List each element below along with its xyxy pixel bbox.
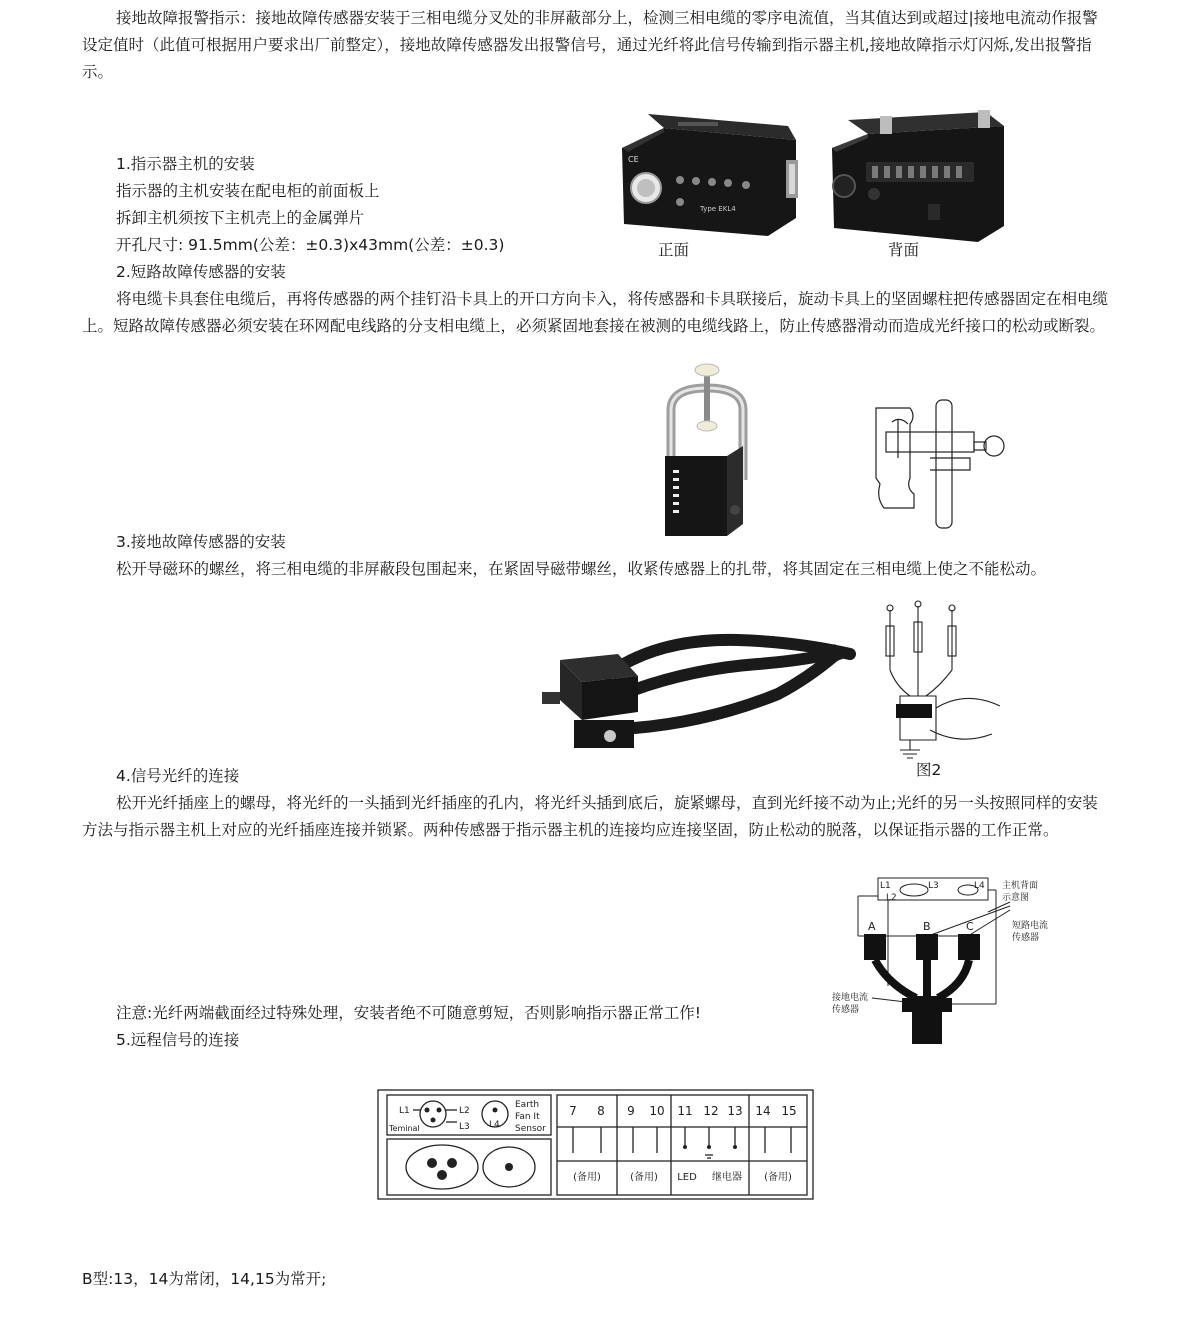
schematic-A: A bbox=[868, 920, 876, 933]
host-front-image bbox=[618, 108, 800, 240]
terminal-led: LED bbox=[677, 1172, 697, 1183]
section4-body: 松开光纤插座上的螺母，将光纤的一头插到光纤插座的孔内，将光纤头插到底后，旋紧螺母，直到光纤接不动为止;光纤的另一头按照同样的安装方法与指示器主机上对应的光纤插座连接并锁紧。两种传感器于指示器主机的连接均应连接坚固，防止松动的脱落，以保证指示器的工作正常。 bbox=[82, 794, 1098, 839]
section1-line3: 开孔尺寸: 91.5mm(公差：±0.3)x43mm(公差：±0.3) bbox=[116, 236, 505, 254]
terminal-spare-3: (备用) bbox=[764, 1172, 792, 1183]
section5-title: 5.远程信号的连接 bbox=[116, 1031, 240, 1049]
terminal-number: 7 bbox=[569, 1104, 577, 1118]
terminal-number: 11 bbox=[677, 1104, 693, 1118]
terminal-spare-1: (备用) bbox=[573, 1172, 601, 1183]
note-text: 注意:光纤两端截面经过特殊处理，安装者绝不可随意剪短，否则影响指示器正常工作! bbox=[116, 1004, 701, 1022]
terminal-L2: L2 bbox=[459, 1106, 470, 1116]
caption-back: 背面 bbox=[888, 241, 920, 259]
terminal-number: 13 bbox=[727, 1104, 743, 1118]
terminal-block-diagram bbox=[377, 1089, 815, 1201]
terminal-L1: L1 bbox=[399, 1106, 410, 1116]
terminal-number: 9 bbox=[627, 1104, 635, 1118]
section3-body: 松开导磁环的螺丝，将三相电缆的非屏蔽段包围起来，在紧固导磁带螺丝，收紧传感器上的扎带，将其固定在三相电缆上使之不能松动。 bbox=[116, 560, 1047, 578]
caption-front: 正面 bbox=[658, 241, 690, 259]
terminal-teminal: Teminal bbox=[389, 1124, 420, 1133]
schematic-host-label-2: 示意图 bbox=[1002, 893, 1030, 903]
short-circuit-sensor-image bbox=[655, 360, 759, 540]
terminal-number: 8 bbox=[597, 1104, 605, 1118]
schematic-C: C bbox=[966, 920, 974, 933]
fig2-installation-drawing bbox=[870, 600, 1010, 765]
schematic-L4: L4 bbox=[974, 881, 985, 891]
schematic-gf-label-2: 传感器 bbox=[832, 1005, 860, 1015]
sensor-line-drawing bbox=[870, 398, 1015, 532]
schematic-sc-label-1: 短路电流 bbox=[1012, 921, 1049, 931]
schematic-gf-label-1: 接地电流 bbox=[832, 993, 869, 1003]
section1-line2: 拆卸主机须按下主机壳上的金属弹片 bbox=[116, 209, 365, 227]
intro-paragraph: 接地故障报警指示：接地故障传感器安装于三相电缆分叉处的非屏蔽部分上，检测三相电缆的零序电流值，当其值达到或超过|接地电流动作报警设定值时（此值可根据用户要求出厂前整定），接地故障传感器发出报警信号，通过光纤将此信号传输到指示器主机,接地故障指示灯闪烁,发出报警指示。 bbox=[82, 9, 1098, 81]
section3-title: 3.接地故障传感器的安装 bbox=[116, 533, 286, 551]
section4-title: 4.信号光纤的连接 bbox=[116, 767, 240, 785]
ce-mark: CE bbox=[628, 155, 639, 164]
terminal-sensor: Sensor bbox=[515, 1124, 546, 1134]
device-type-label: Type EKL4 bbox=[700, 205, 736, 213]
terminal-relay: 继电器 bbox=[712, 1172, 742, 1183]
schematic-B: B bbox=[923, 920, 931, 933]
terminal-number: 12 bbox=[703, 1104, 719, 1118]
fig2-caption: 图2 bbox=[916, 761, 942, 779]
terminal-number: 10 bbox=[649, 1104, 665, 1118]
schematic-L2: L2 bbox=[886, 893, 897, 903]
schematic-sc-label-2: 传感器 bbox=[1012, 933, 1040, 943]
ground-fault-sensor-image bbox=[538, 630, 858, 760]
terminal-fanit: Fan It bbox=[515, 1112, 540, 1122]
schematic-host-label-1: 主机背面 bbox=[1002, 881, 1039, 891]
terminal-number: 14 bbox=[755, 1104, 771, 1118]
terminal-spare-2: (备用) bbox=[630, 1172, 658, 1183]
section1-line1: 指示器的主机安装在配电柜的前面板上 bbox=[116, 182, 380, 200]
footer-text: B型:13，14为常闭，14,15为常开; bbox=[82, 1270, 327, 1288]
terminal-L3: L3 bbox=[459, 1122, 470, 1132]
section2-body: 将电缆卡具套住电缆后，再将传感器的两个挂钉沿卡具上的开口方向卡入，将传感器和卡具联接后，旋动卡具上的坚固螺柱把传感器固定在相电缆上。短路故障传感器必须安装在环网配电线路的分支相电缆上，必须紧固地套接在被测的电缆线路上，防止传感器滑动而造成光纤接口的松动或断裂。 bbox=[82, 290, 1109, 335]
terminal-earth: Earth bbox=[515, 1100, 540, 1110]
terminal-number: 15 bbox=[781, 1104, 797, 1118]
connection-schematic bbox=[828, 876, 1068, 1046]
section2-title: 2.短路故障传感器的安装 bbox=[116, 263, 286, 281]
schematic-L1: L1 bbox=[880, 881, 891, 891]
terminal-L4: L4 bbox=[489, 1120, 500, 1130]
schematic-L3: L3 bbox=[928, 881, 939, 891]
host-back-image bbox=[828, 108, 1008, 244]
section1-title: 1.指示器主机的安装 bbox=[116, 155, 255, 173]
